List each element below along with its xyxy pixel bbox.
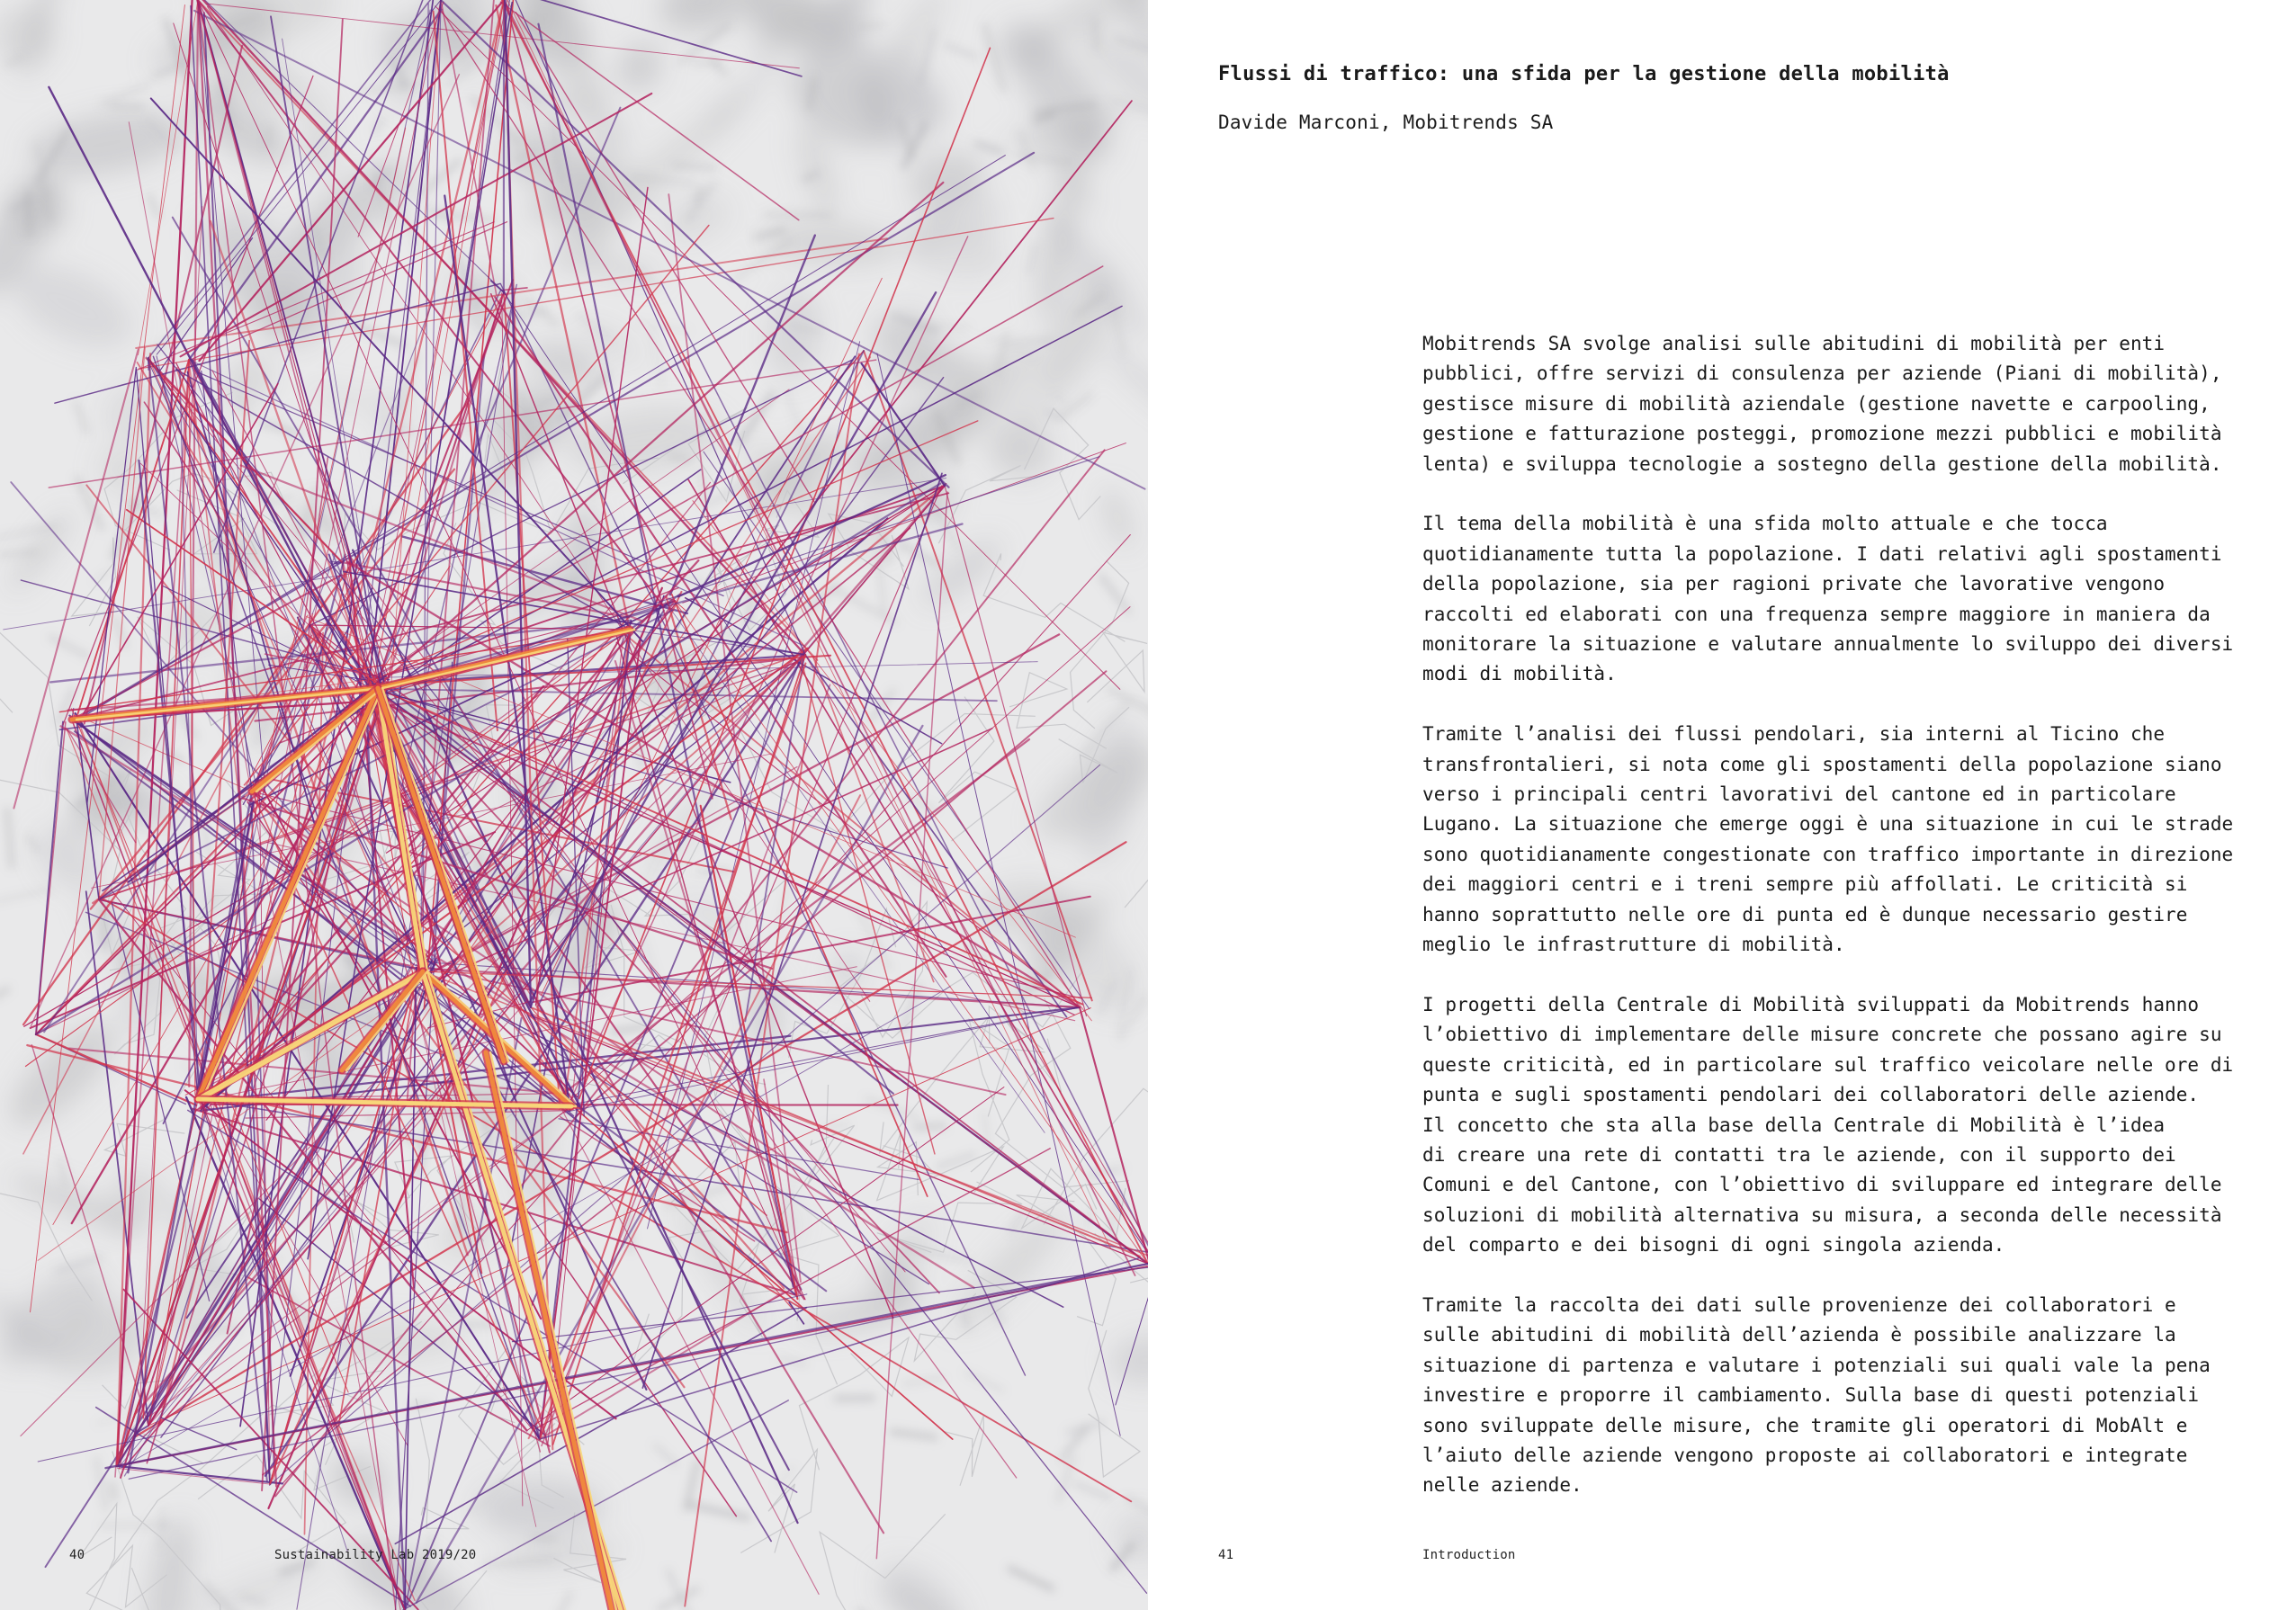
relief-ridge	[765, 215, 833, 216]
paragraph-2: Il tema della mobilità è una sfida molto attuale e che tocca quotidianamente tutta la popolazione. I dati relativi agli spostamenti della popolazione, sia per ragioni private che lavorative vengono raccolti ed elaborati con una frequenza sempre maggiore in maniera da monitorare la situazione e valutare annualmente lo sviluppo dei diversi modi di mobilità.	[1422, 513, 2234, 685]
article-body	[1422, 329, 2250, 1531]
left-running-footer: Sustainability Lab 2019/20	[274, 1548, 477, 1562]
paragraph-4: I progetti della Centrale di Mobilità sviluppati da Mobitrends hanno l’obiettivo di implementare delle misure concrete che possano agire su queste criticità, ed in particolare sul traffico veicolare nelle ore di punta e sugli spostamenti pendolari dei collaboratori delle aziende. Il concetto che sta alla base della Centrale di Mobilità è l’idea di creare una rete di contatti tra le aziende, con il supporto dei Comuni e del Cantone, con l’obiettivo di sviluppare ed integrare delle soluzioni di mobilità alternativa su misura, a seconda delle necessità del comparto e dei bisogni di ogni singola azienda.	[1422, 993, 2234, 1257]
paragraph-1: Mobitrends SA svolge analisi sulle abitudini di mobilità per enti pubblici, offre servizi di consulenza per aziende (Piani di mobilità), gestisce misure di mobilità aziendale (gestione navette e carpooling, gestione e fatturazione posteggi, promozione mezzi pubblici e mobilità lenta) e sviluppa tecnologie a sostegno della gestione della mobilità.	[1422, 333, 2222, 475]
relief-ridge	[0, 552, 39, 555]
paragraph-3: Tramite l’analisi dei flussi pendolari, sia interni al Ticino che transfrontalieri, si nota come gli spostamenti della popolazione siano verso i principali centri lavorativi del cantone ed in particolare Lugano. La situazione che emerge oggi è una situazione in cui le strade sono quotidianamente congestionate con traffico importante in direzione dei maggiori centri e i treni sempre più affollati. Le criticità si hanno soprattutto nelle ore di punta ed è dunque necessario gestire meglio le infrastrutture di mobilità.	[1422, 723, 2234, 956]
right-page	[1148, 0, 2296, 1610]
relief-ridge	[29, 190, 30, 237]
article-title: Flussi di traffico: una sfida per la gestione della mobilità	[1218, 63, 1950, 85]
relief-ridge	[669, 457, 691, 460]
right-running-footer: Introduction	[1422, 1548, 1516, 1562]
relief-ridge	[834, 1398, 875, 1399]
article-author: Davide Marconi, Mobitrends SA	[1218, 112, 1554, 133]
right-page-number: 41	[1218, 1548, 1234, 1562]
paragraph-5: Tramite la raccolta dei dati sulle provenienze dei collaboratori e sulle abitudini di mobilità dell’azienda è possibile analizzare la situazione di partenza e valutare i potenziali sui quali vale la pena investire e proporre il cambiamento. Sulla base di questi potenziali sono sviluppate delle misure, che tramite gli operatori di MobAlt e l’aiuto delle aziende vengono proposte ai collaboratori e integrate nelle aziende.	[1422, 1293, 2211, 1497]
relief-ridge	[112, 1481, 115, 1501]
relief-ridge	[913, 1126, 946, 1128]
relief-ridge	[692, 63, 722, 64]
left-page-number: 40	[69, 1548, 85, 1562]
relief-ridge	[1095, 17, 1098, 51]
relief-ridge	[1010, 341, 1054, 343]
